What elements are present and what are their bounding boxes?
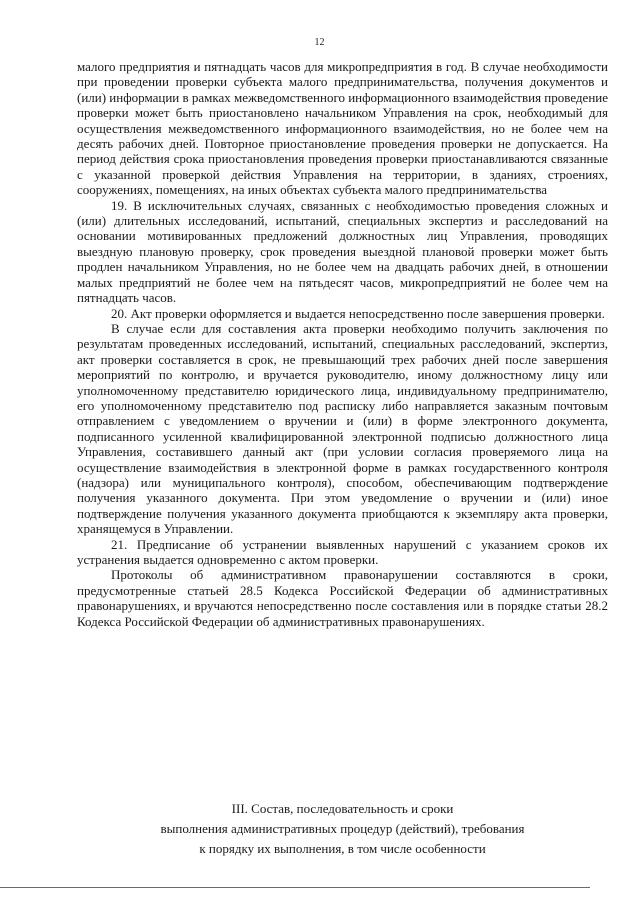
section-heading-line-2: выполнения административных процедур (действий), требования xyxy=(160,821,525,836)
paragraph-act-delivery: В случае если для составления акта проверки необходимо получить заключения по результатам проведенных исследований, испытаний, специальных расследований, экспертиз, акт проверки составляется в срок, не превышающий трех рабочих дней после завершения мероприятий по контролю, и вручается руководителю, иному должностному лицу или уполномоченному представителю юридического лица, индивидуальному предпринимателю, его уполномоченному представителю под расписку либо направляется заказным почтовым отправлением с уведомлением о вручении и (или) в форме электронного документа, подписанного усиленной квалифицированной электронной подписью должностного лица Управления, составившего данный акт (при условии согласия проверяемого лица на осуществление взаимодействия в электронной форме в рамках государственного контроля (надзора) или муниципального контроля), способом, обеспечивающим подтверждение получения указанного документа. При этом уведомление о вручении и (или) иное подтверждение получения указанного документа приобщаются к экземпляру акта проверки, хранящемуся в Управлении. xyxy=(77,320,608,537)
section-heading xyxy=(77,799,608,859)
paragraph-19: 19. В исключительных случаях, связанных с необходимостью проведения сложных и (или) длительных исследований, испытаний, специальных экспертиз и расследований на основании мотивированных предложений должностных лиц Управления, проводящих выездную плановую проверку, срок проведения выездной плановой проверки может быть продлен начальником Управления, но не более чем на двадцать рабочих дней, в отношении малых предприятий не более чем на пятьдесят часов, микропредприятий не более чем на пятнадцать часов. xyxy=(77,197,608,306)
bottom-divider xyxy=(0,887,590,888)
body-text xyxy=(77,59,608,629)
section-heading-line-1: III. Состав, последовательность и сроки xyxy=(231,801,454,816)
paragraph-20: 20. Акт проверки оформляется и выдается непосредственно после завершения проверки. xyxy=(111,305,605,321)
page-number: 12 xyxy=(314,37,325,48)
paragraph-21: 21. Предписание об устранении выявленных нарушений с указанием сроков их устранения выдается одновременно с актом проверки. xyxy=(77,536,608,567)
section-heading-line-3: к порядку их выполнения, в том числе особенности xyxy=(199,841,486,856)
paragraph-protocols: Протоколы об административном правонарушении составляются в сроки, предусмотренные статьей 28.5 Кодекса Российской Федерации об административных правонарушениях, и вручаются непосредственно после составления или в порядке статьи 28.2 Кодекса Российской Федерации об административных правонарушениях. xyxy=(77,567,608,629)
paragraph-continuation: малого предприятия и пятнадцать часов для микропредприятия в год. В случае необходимости при проведении проверки субъекта малого предпринимательства, получения документов и (или) информации в рамках межведомственного информационного взаимодействия проведение проверки может быть приостановлено начальником Управления на срок, необходимый для осуществления межведомственного информационного взаимодействия, но не более чем на десять рабочих дней. Повторное приостановление проведения проверки не допускается. На период действия срока приостановления проведения проверки приостанавливаются связанные с указанной проверкой действия Управления на территории, в зданиях, строениях, сооружениях, помещениях, на иных объектах субъекта малого предпринимательства xyxy=(77,59,608,198)
